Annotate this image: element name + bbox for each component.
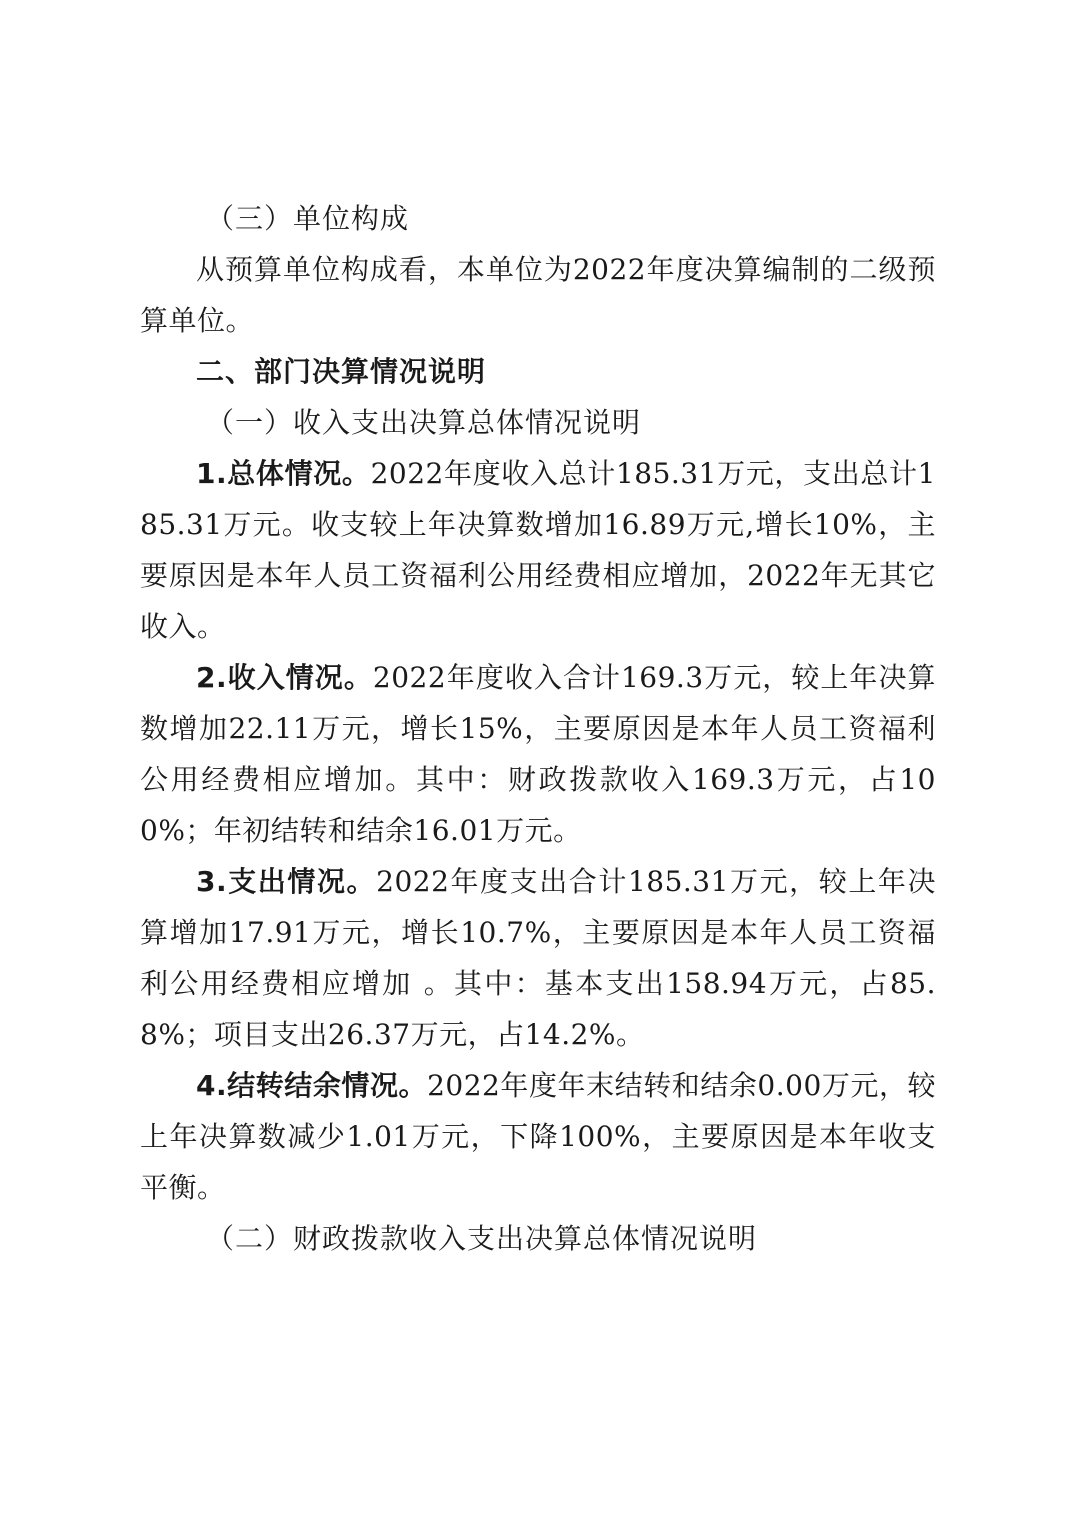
paragraph-income	[140, 652, 936, 856]
section-heading-unit-composition: （三）单位构成	[206, 202, 410, 235]
document-page	[140, 193, 936, 1264]
paragraph-lead: 3.支出情况。	[196, 865, 377, 898]
subsection-heading-income-expenditure: （一）收入支出决算总体情况说明	[206, 406, 642, 439]
paragraph-text: 2022年度支出合计185.31万元，较上年决算增加17.91万元，增长10.7%，主要原因是本年人员工资福利公用经费相应增加 。其中：基本支出158.94万元，占85.8%；项目支出26.37万元，占14.2%。	[140, 865, 937, 1051]
paragraph-lead: 2.收入情况。	[196, 661, 373, 694]
paragraph-lead: 1.总体情况。	[196, 457, 371, 490]
section-heading-dept-accounts: 二、部门决算情况说明	[196, 355, 487, 388]
unit-composition-paragraph: 从预算单位构成看，本单位为2022年度决算编制的二级预算单位。	[140, 253, 936, 337]
paragraph-lead: 4.结转结余情况。	[196, 1069, 428, 1102]
paragraph-overall	[140, 448, 936, 652]
paragraph-text: 2022年度收入总计185.31万元，支出总计185.31万元。收支较上年决算数增加16.89万元,增长10%，主要原因是本年人员工资福利公用经费相应增加，2022年无其它收入。	[140, 457, 937, 643]
paragraph-text: 2022年度年末结转和结余0.00万元，较上年决算数减少1.01万元，下降100%，主要原因是本年收支平衡。	[140, 1069, 937, 1204]
subsection-heading-fiscal-appropriation: （二）财政拨款收入支出决算总体情况说明	[206, 1222, 758, 1255]
paragraph-carryover	[140, 1060, 936, 1213]
paragraph-expenditure	[140, 856, 936, 1060]
paragraph-text: 2022年度收入合计169.3万元，较上年决算数增加22.11万元，增长15%，主要原因是本年人员工资福利公用经费相应增加。其中：财政拨款收入169.3万元，占100%；年初结转和结余16.01万元。	[140, 661, 937, 847]
